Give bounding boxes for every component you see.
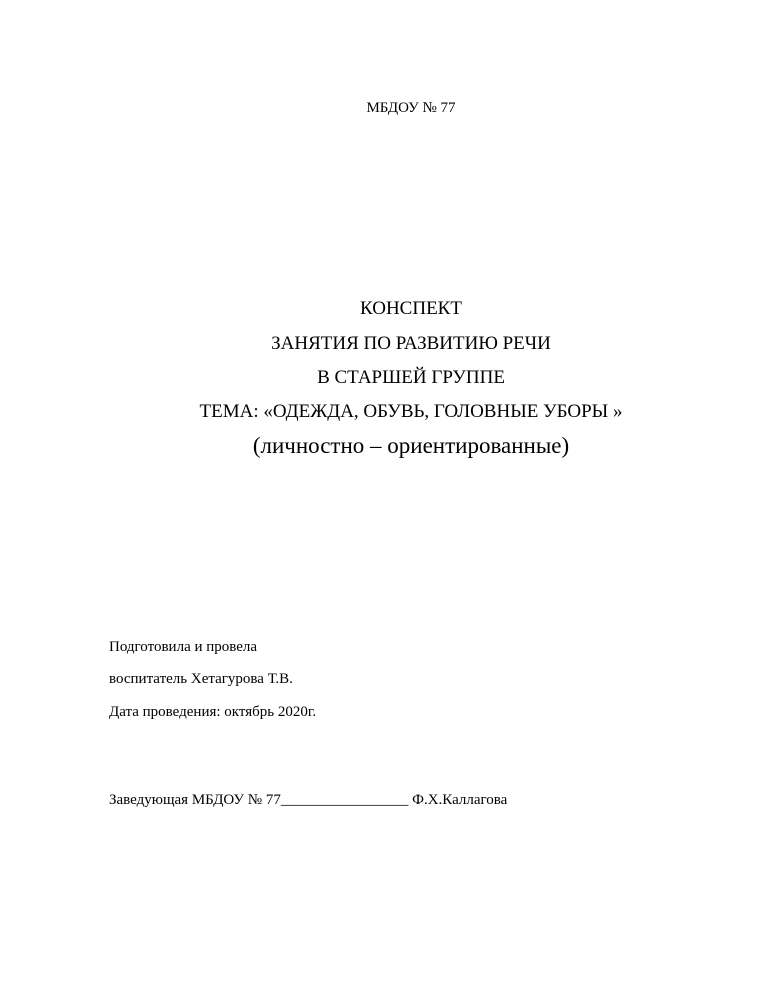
title-line-3: В СТАРШЕЙ ГРУППЕ <box>317 367 505 388</box>
title-subtitle: (личностно – ориентированные) <box>252 433 570 458</box>
prepared-by-text: Подготовила и провела <box>109 639 258 655</box>
date-text: Дата проведения: октябрь 2020г. <box>109 704 317 720</box>
organization-header: МБДОУ № 77 <box>366 100 456 116</box>
teacher-name: воспитатель Хетагурова Т.В. <box>109 671 293 687</box>
title-line-2: ЗАНЯТИЯ ПО РАЗВИТИЮ РЕЧИ <box>271 333 551 354</box>
title-line-1: КОНСПЕКТ <box>360 298 462 319</box>
signature-line: Заведующая МБДОУ № 77_________________ Ф.Х.Каллагова <box>109 792 508 808</box>
title-topic: ТЕМА: «ОДЕЖДА, ОБУВЬ, ГОЛОВНЫЕ УБОРЫ » <box>199 401 623 422</box>
